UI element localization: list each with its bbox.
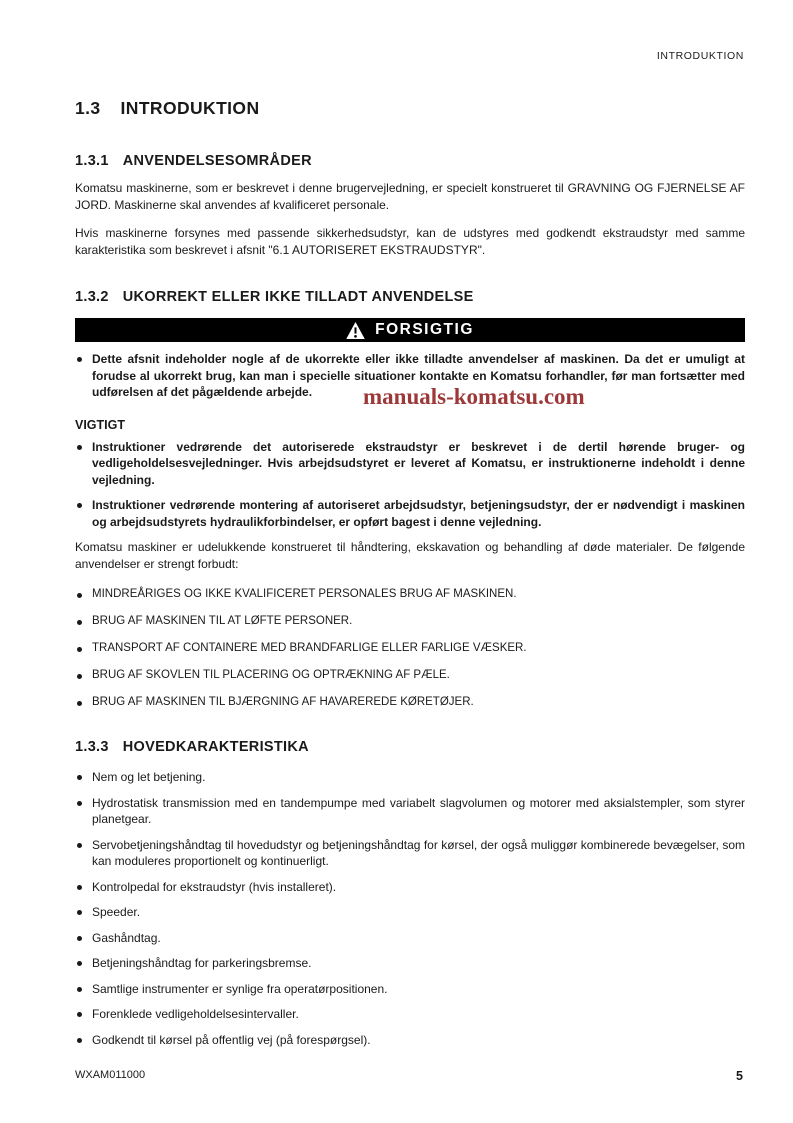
warning-triangle-icon [346, 322, 365, 339]
list-item [75, 955, 745, 972]
feature-text: Servobetjeningshåndtag til hovedudstyr og betjeningshåndtag for kørsel, der også muliggør kombinerede bevægelser, som kan moduleres proportionelt og kontinuerligt. [92, 837, 745, 868]
list-item [75, 837, 745, 870]
important-note-text: Instruktioner vedrørende det autoriserede ekstraudstyr er beskrevet i de dertil hørende bruger- og vedligeholdelsesvejledninger. Hvis arbejdsudstyret er leveret af Komatsu, er instruktionerne indeholdt i denne vejledning. [92, 439, 745, 487]
list-item [75, 351, 745, 401]
section-title [75, 98, 745, 119]
feature-text: Betjeningshåndtag for parkeringsbremse. [92, 956, 312, 970]
feature-text: Nem og let betjening. [92, 770, 206, 784]
list-item [75, 981, 745, 998]
caution-banner-label: FORSIGTIG [375, 321, 474, 338]
important-label: VIGTIGT [75, 417, 125, 432]
paragraph: Komatsu maskinerne, som er beskrevet i denne brugervejledning, er specielt konstrueret til GRAVNING OG FJERNELSE AF JORD. Maskinerne skal anvendes af kvalificeret personale. [75, 181, 745, 212]
subsection-title-text-131: ANVENDELSESOMRÅDER [122, 153, 312, 169]
bullet-dot [77, 620, 82, 625]
section-number: 1.3 [75, 98, 101, 118]
forbidden-use-text: BRUG AF SKOVLEN TIL PLACERING OG OPTRÆKNING AF PÆLE. [92, 669, 450, 681]
list-item [75, 614, 745, 628]
section-title-text: INTRODUKTION [120, 98, 260, 118]
bullet-dot [77, 1012, 82, 1017]
important-note-text: Instruktioner vedrørende montering af autoriseret arbejdsudstyr, betjeningsudstyr, der er nødvendigt i maskinen og arbejdsudstyrets hydraulikforbindelser, er opført bagest i denne vejledning. [92, 498, 745, 529]
feature-text: Kontrolpedal for ekstraudstyr (hvis installeret). [92, 879, 337, 894]
feature-list [75, 769, 745, 1048]
bullet-dot [77, 987, 82, 992]
forbidden-use-text: TRANSPORT AF CONTAINERE MED BRANDFARLIGE ELLER FARLIGE VÆSKER. [92, 642, 527, 654]
bullet-dot [77, 674, 82, 679]
bullet-dot [77, 801, 82, 806]
forbidden-use-text: BRUG AF MASKINEN TIL AT LØFTE PERSONER. [92, 615, 353, 627]
page-content [75, 98, 745, 1057]
list-item [75, 930, 745, 947]
list-item [75, 1032, 745, 1049]
bullet-dot [77, 910, 82, 915]
feature-text: Godkendt til kørsel på offentlig vej (på forespørgsel). [92, 1032, 371, 1047]
feature-text: Samtlige instrumenter er synlige fra operatørpositionen. [92, 981, 388, 996]
bullet-dot [77, 593, 82, 598]
bullet-dot [77, 503, 82, 508]
forbidden-use-text: MINDREÅRIGES OG IKKE KVALIFICERET PERSONALES BRUG AF MASKINEN. [92, 588, 517, 600]
bullet-dot [77, 357, 82, 362]
bullet-dot [77, 1038, 82, 1043]
bullet-dot [77, 936, 82, 941]
bullet-dot [77, 775, 82, 780]
caution-note-text: Dette afsnit indeholder nogle af de ukorrekte eller ikke tilladte anvendelser af maskinen. Da det er umuligt at forudse al ukorrekt brug, kan man i specielle situationer kontakte en Komatsu forhandler, før man fortsætter med udførelsen af det pågældende arbejde. [92, 352, 745, 399]
list-item [75, 641, 745, 655]
bullet-dot [77, 843, 82, 848]
subsection-title-131 [75, 153, 745, 169]
site-watermark: manuals-komatsu.com [363, 384, 585, 409]
list-item [75, 497, 745, 530]
list-item [75, 668, 745, 682]
list-item [75, 769, 745, 786]
bullet-dot [77, 885, 82, 890]
feature-text: Speeder. [92, 905, 141, 919]
list-item [75, 439, 745, 489]
list-item [75, 1006, 745, 1023]
subsection-title-133 [75, 739, 745, 755]
list-item [75, 695, 745, 709]
bullet-dot [77, 445, 82, 450]
list-item [75, 879, 745, 896]
forbidden-use-text: BRUG AF MASKINEN TIL BJÆRGNING AF HAVAREREDE KØRETØJER. [92, 696, 474, 708]
list-item [75, 795, 745, 828]
subsection-title-text-133: HOVEDKARAKTERISTIKA [122, 739, 309, 755]
subsection-title-132 [75, 289, 745, 305]
subsection-number-133: 1.3.3 [75, 739, 109, 755]
bullet-dot [77, 961, 82, 966]
feature-text: Gashåndtag. [92, 930, 161, 945]
subsection-number-132: 1.3.2 [75, 289, 109, 305]
bullet-dot [77, 701, 82, 706]
paragraph: Hvis maskinerne forsynes med passende sikkerhedsudstyr, kan de udstyres med godkendt ekstraudstyr med samme karakteristika som beskrevet i afsnit "6.1 AUTORISERET EKSTRAUDSTYR". [75, 226, 745, 257]
footer-doc-code: WXAM011000 [75, 1069, 146, 1081]
paragraph: Komatsu maskiner er udelukkende konstrueret til håndtering, ekskavation og behandling af døde materialer. De følgende anvendelser er strengt forbudt: [75, 540, 745, 571]
footer-page-number: 5 [736, 1069, 743, 1083]
caution-banner [75, 318, 745, 342]
subsection-title-text-132: UKORREKT ELLER IKKE TILLADT ANVENDELSE [122, 289, 474, 305]
running-header: INTRODUKTION [656, 50, 744, 62]
list-item [75, 587, 745, 601]
feature-text: Forenklede vedligeholdelsesintervaller. [92, 1007, 299, 1021]
subsection-number-131: 1.3.1 [75, 153, 109, 169]
list-item [75, 904, 745, 921]
bullet-dot [77, 647, 82, 652]
feature-text: Hydrostatisk transmission med en tandempumpe med variabelt slagvolumen og motorer med aksialstempler, som styrer planetgear. [92, 795, 745, 826]
